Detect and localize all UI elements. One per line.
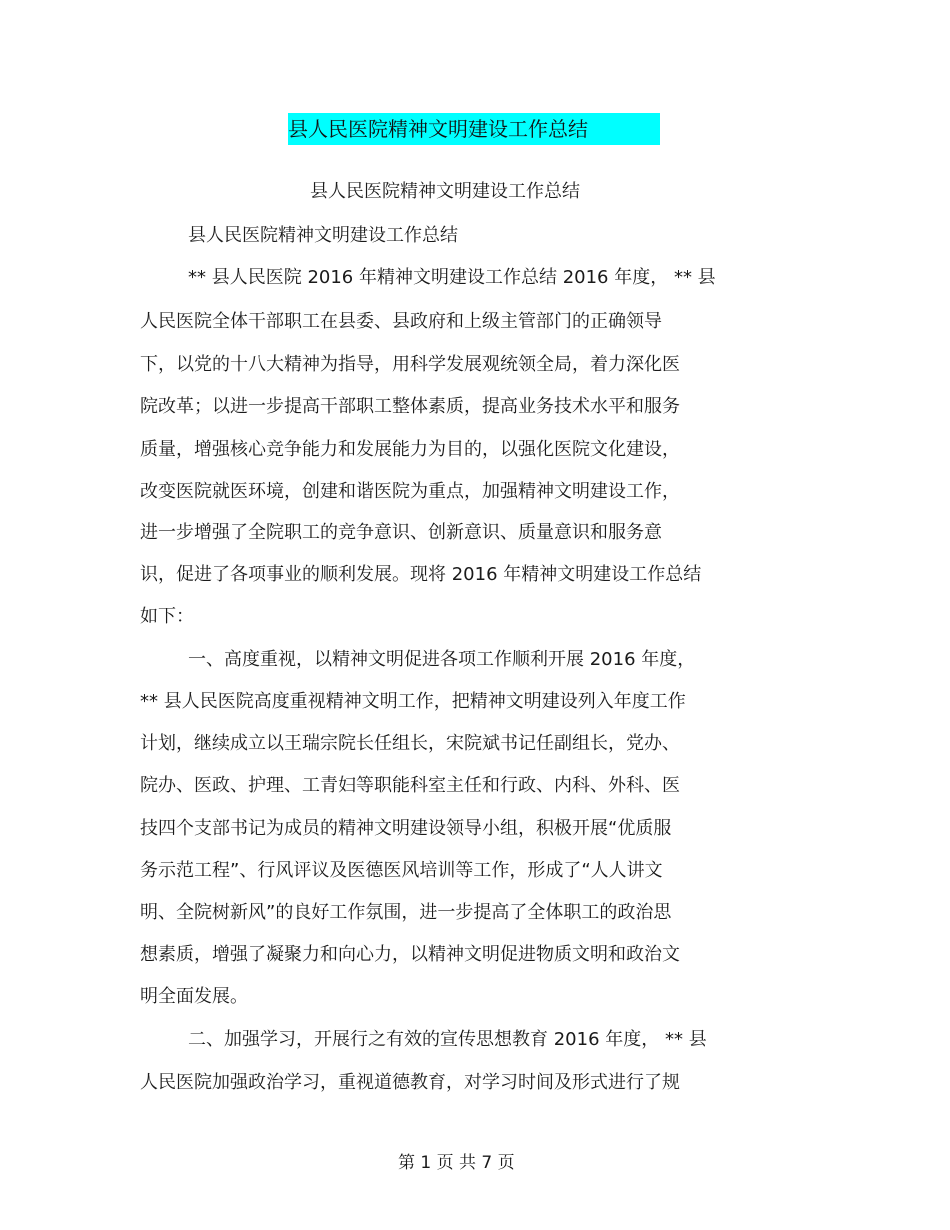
- document-subtitle: 县人民医院精神文明建设工作总结: [310, 181, 580, 202]
- page-footer: 第 1 页 共 7 页: [398, 1153, 515, 1173]
- body-line: 想素质，增强了凝聚力和向心力，以精神文明促进物质文明和政治文: [140, 944, 680, 965]
- body-line: 人民医院加强政治学习，重视道德教育，对学习时间及形式进行了规: [140, 1072, 680, 1093]
- body-line: ** 县人民医院高度重视精神文明工作，把精神文明建设列入年度工作: [140, 691, 686, 712]
- document-title: 县人民医院精神文明建设工作总结: [288, 117, 588, 141]
- body-line: 明全面发展。: [140, 986, 248, 1007]
- body-line: 二、加强学习，开展行之有效的宣传思想教育 2016 年度， ** 县: [188, 1029, 707, 1050]
- body-line: 一、高度重视，以精神文明促进各项工作顺利开展 2016 年度，: [188, 649, 696, 670]
- body-line: 院办、医政、护理、工青妇等职能科室主任和行政、内科、外科、医: [140, 775, 680, 796]
- body-line: 明、全院树新风”的良好工作氛围，进一步提高了全体职工的政治思: [140, 902, 672, 923]
- body-line: 下，以党的十八大精神为指导，用科学发展观统领全局，着力深化医: [140, 354, 680, 375]
- body-line: 质量，增强核心竞争能力和发展能力为目的，以强化医院文化建设，: [140, 439, 680, 460]
- body-line: ** 县人民医院 2016 年精神文明建设工作总结 2016 年度， ** 县: [188, 267, 716, 288]
- body-line: 如下：: [140, 606, 194, 627]
- body-line: 人民医院全体干部职工在县委、县政府和上级主管部门的正确领导: [140, 311, 662, 332]
- body-line: 识，促进了各项事业的顺利发展。现将 2016 年精神文明建设工作总结: [140, 564, 702, 585]
- body-line: 技四个支部书记为成员的精神文明建设领导小组，积极开展“优质服: [140, 818, 672, 839]
- body-line: 改变医院就医环境，创建和谐医院为重点，加强精神文明建设工作，: [140, 481, 680, 502]
- body-line: 县人民医院精神文明建设工作总结: [188, 225, 458, 246]
- body-line: 务示范工程”、行风评议及医德医风培训等工作，形成了“人人讲文: [140, 860, 663, 881]
- body-line: 计划，继续成立以王瑞宗院长任组长，宋院斌书记任副组长，党办、: [140, 733, 680, 754]
- body-line: 进一步增强了全院职工的竞争意识、创新意识、质量意识和服务意: [140, 522, 662, 543]
- body-line: 院改革；以进一步提高干部职工整体素质，提高业务技术水平和服务: [140, 396, 680, 417]
